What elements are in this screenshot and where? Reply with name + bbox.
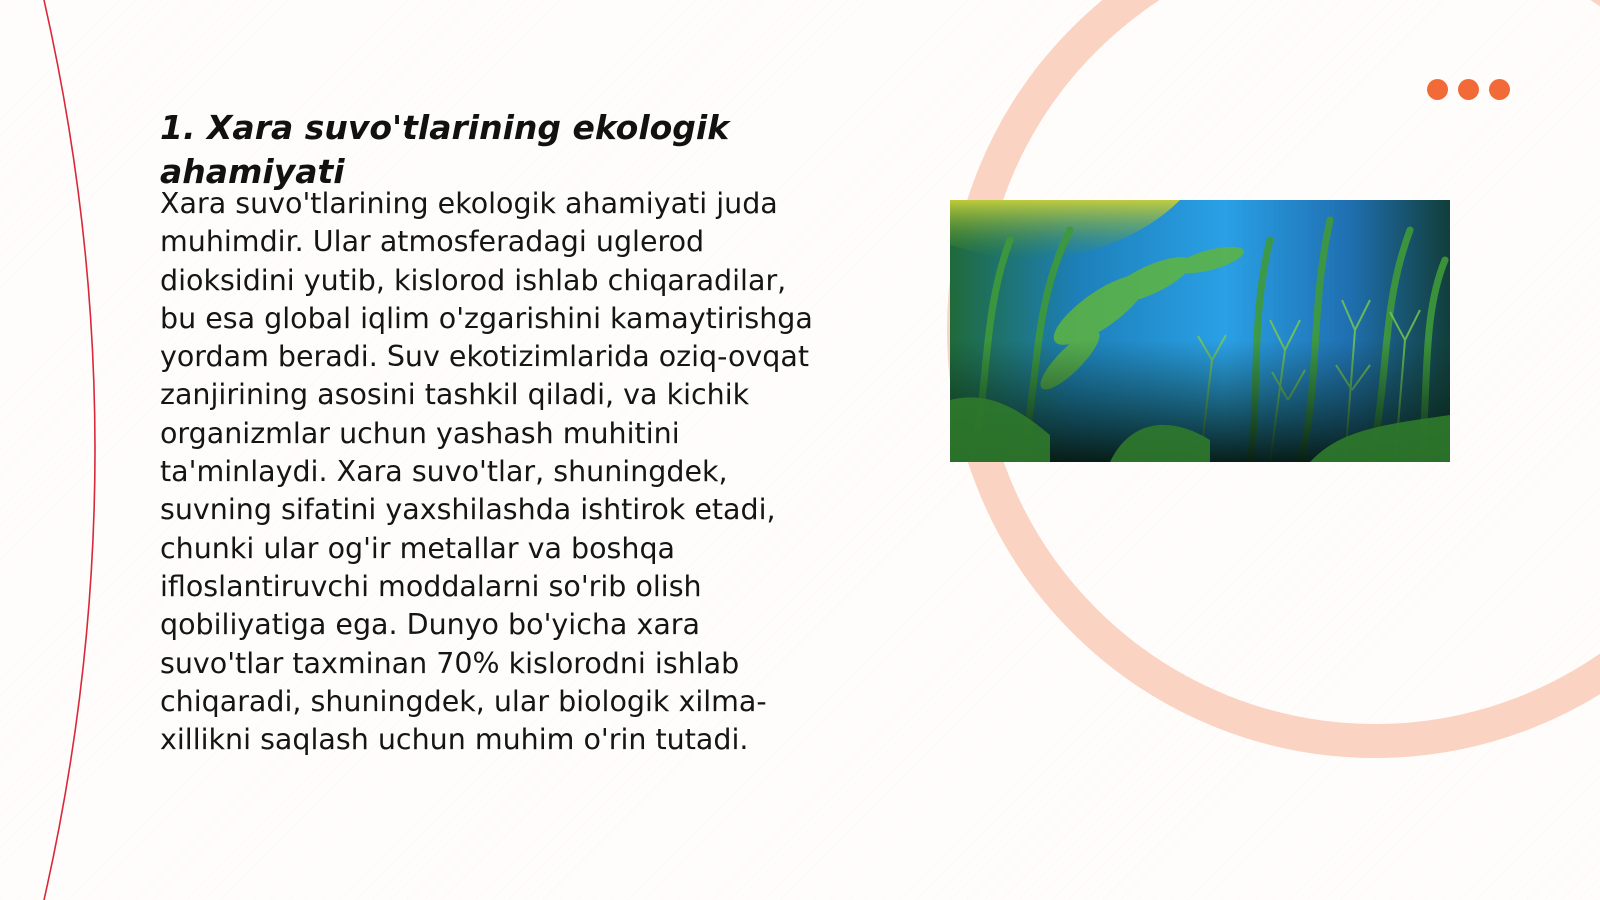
underwater-algae-illustration xyxy=(950,200,1450,462)
accent-dots xyxy=(1427,79,1510,100)
accent-dot xyxy=(1489,79,1510,100)
slide-body-text: Xara suvo'tlarining ekologik ahamiyati juda muhimdir. Ular atmosferadagi uglerod dioksidini yutib, kislorod ishlab chiqaradilar, bu esa global iqlim o'zgarishini kamaytirishga yordam beradi. Suv ekotizimlarida oziq-ovqat zanjirining asosini tashkil qiladi, va kichik organizmlar uchun yashash muhitini ta'minlaydi. Xara suvo'tlar, shuningdek, suvning sifatini yaxshilashda ishtirok etadi, chunki ular og'ir metallar va boshqa ifloslantiruvchi moddalarni so'rib olish qobiliyatiga ega. Dunyo bo'yicha xara suvo'tlar taxminan 70% kislorodni ishlab chiqaradi, shuningdek, ular biologik xilma-xillikni saqlash uchun muhim o'rin tutadi. xyxy=(160,187,813,757)
slide-title: 1. Xara suvo'tlarining ekologik ahamiyati xyxy=(160,108,730,191)
accent-dot xyxy=(1427,79,1448,100)
accent-dot xyxy=(1458,79,1479,100)
seaweed-photo xyxy=(950,200,1450,462)
